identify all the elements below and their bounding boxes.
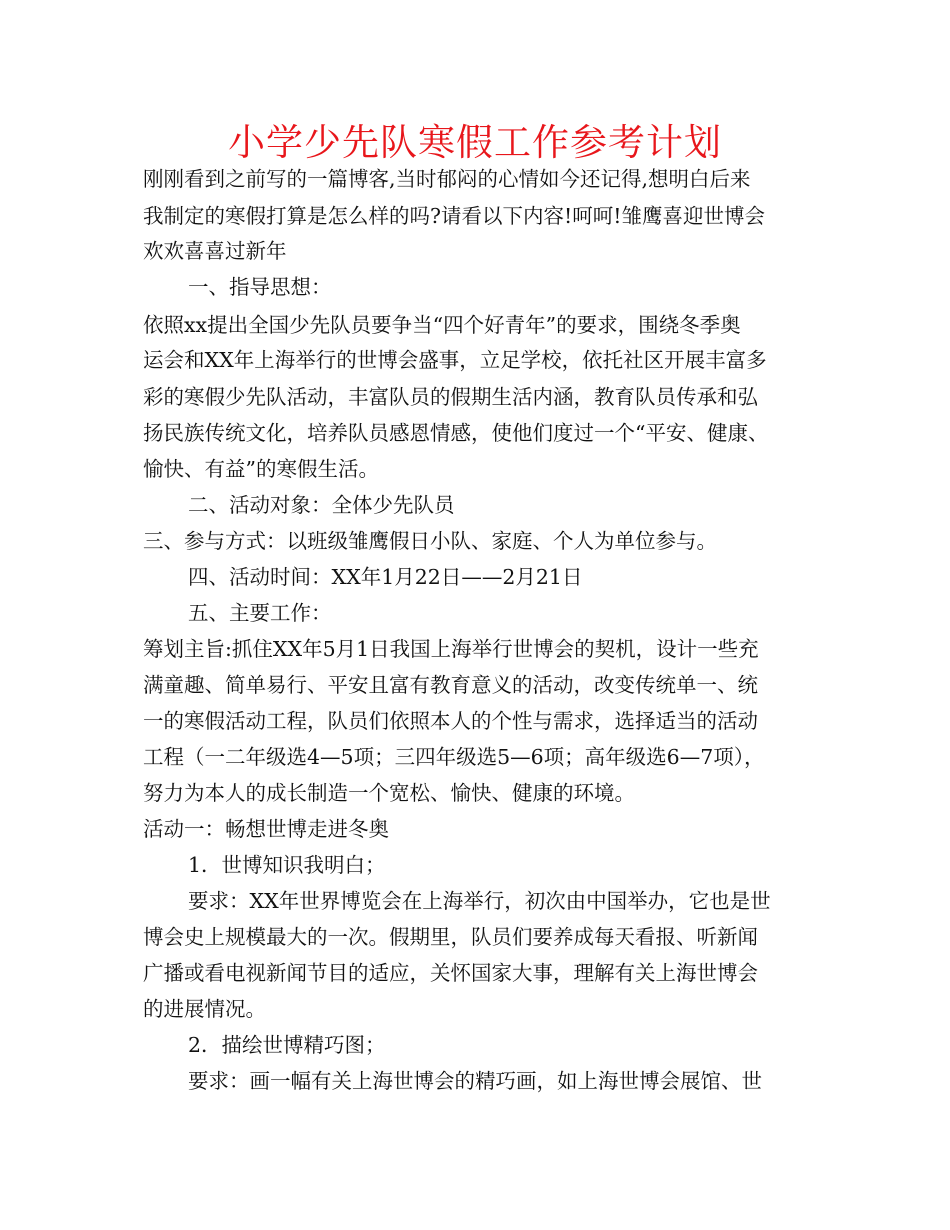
section-heading: 四、活动时间：XX年1月22日——2月21日 bbox=[188, 565, 583, 589]
document-title: 小学少先队寒假工作参考计划 bbox=[228, 121, 722, 164]
paragraph-line: 扬民族传统文化，培养队员感恩情感，使他们度过一个“平安、健康、 bbox=[143, 421, 769, 445]
activity-heading: 活动一：畅想世博走进冬奥 bbox=[143, 817, 389, 841]
section-heading: 三、参与方式：以班级雏鹰假日小队、家庭、个人为单位参与。 bbox=[143, 529, 717, 553]
paragraph-line: 愉快、有益”的寒假生活。 bbox=[143, 457, 379, 481]
paragraph-line: 要求：XX年世界博览会在上海举行，初次由中国举办，它也是世 bbox=[188, 889, 771, 913]
paragraph-line: 彩的寒假少先队活动，丰富队员的假期生活内涵，教育队员传承和弘 bbox=[143, 385, 758, 409]
paragraph-line: 筹划主旨:抓住XX年5月1日我国上海举行世博会的契机，设计一些充 bbox=[143, 637, 759, 661]
paragraph-line: 努力为本人的成长制造一个宽松、愉快、健康的环境。 bbox=[143, 781, 635, 805]
list-item: 2．描绘世博精巧图； bbox=[188, 1033, 386, 1057]
list-item: 1．世博知识我明白； bbox=[188, 853, 386, 877]
paragraph-line: 广播或看电视新闻节目的适应，关怀国家大事，理解有关上海世博会 bbox=[143, 961, 758, 985]
section-heading: 五、主要工作： bbox=[188, 601, 332, 625]
paragraph-line: 工程（一二年级选4—5项；三四年级选5—6项；高年级选6—7项）， bbox=[143, 745, 765, 769]
paragraph-line: 一的寒假活动工程，队员们依照本人的个性与需求，选择适当的活动 bbox=[143, 709, 758, 733]
paragraph-line: 依照xx提出全国少先队员要争当“四个好青年”的要求，围绕冬季奥 bbox=[143, 313, 741, 337]
paragraph-line: 要求：画一幅有关上海世博会的精巧画，如上海世博会展馆、世 bbox=[188, 1069, 762, 1093]
paragraph-line: 欢欢喜喜过新年 bbox=[143, 239, 287, 263]
paragraph-line: 博会史上规模最大的一次。假期里，队员们要养成每天看报、听新闻 bbox=[143, 925, 758, 949]
section-heading: 一、指导思想： bbox=[188, 275, 332, 299]
paragraph-line: 刚刚看到之前写的一篇博客,当时郁闷的心情如今还记得,想明白后来 bbox=[143, 167, 751, 191]
section-heading: 二、活动对象：全体少先队员 bbox=[188, 493, 455, 517]
paragraph-line: 的进展情况。 bbox=[143, 997, 266, 1021]
paragraph-line: 满童趣、简单易行、平安且富有教育意义的活动，改变传统单一、统 bbox=[143, 673, 758, 697]
paragraph-line: 运会和XX年上海举行的世博会盛事，立足学校，依托社区开展丰富多 bbox=[143, 348, 767, 372]
paragraph-line: 我制定的寒假打算是怎么样的吗?请看以下内容!呵呵!雏鹰喜迎世博会 bbox=[143, 204, 765, 228]
